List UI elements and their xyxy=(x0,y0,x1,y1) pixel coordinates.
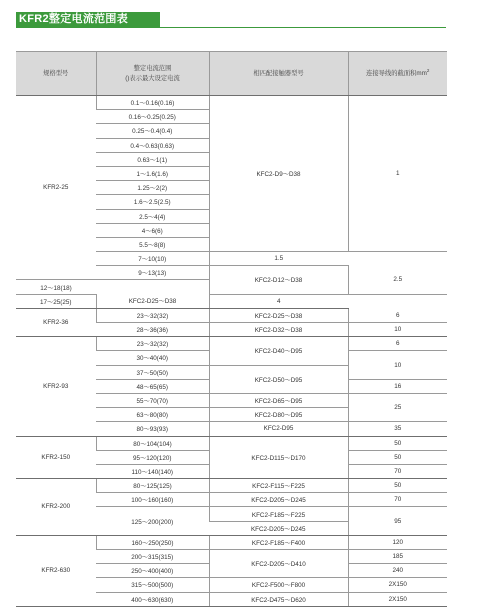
contactor-cell: KFC2-D50～D95 xyxy=(209,365,348,393)
wire-section-cell: 1.5 xyxy=(209,252,348,266)
current-range-cell: 1～1.6(1.6) xyxy=(96,166,209,180)
contactor-cell: KFC2-D25～D38 xyxy=(209,308,348,322)
title-underline xyxy=(16,27,446,28)
current-range-cell: 200～315(315) xyxy=(96,550,209,564)
current-range-cell: 28～36(36) xyxy=(96,323,209,337)
wire-section-cell: 50 xyxy=(348,450,447,464)
current-range-cell: 110～140(140) xyxy=(96,464,209,478)
current-range-cell: 7～10(10) xyxy=(96,252,209,266)
model-cell: KFR2-150 xyxy=(16,436,96,479)
wire-section-cell: 70 xyxy=(348,493,447,507)
wire-section-cell: 25 xyxy=(348,393,447,421)
wire-section-cell: 35 xyxy=(348,422,447,436)
wire-section-cell: 95 xyxy=(348,507,447,535)
current-range-cell: 5.5～8(8) xyxy=(96,237,209,251)
header-current-range-line1: 整定电流范围 xyxy=(133,64,172,72)
wire-section-cell: 16 xyxy=(348,379,447,393)
contactor-cell: KFC2-D115～D170 xyxy=(209,436,348,479)
wire-section-cell: 50 xyxy=(348,436,447,450)
current-range-cell: 0.25～0.4(0.4) xyxy=(96,124,209,138)
contactor-cell: KFC2-F115～F225 xyxy=(209,479,348,493)
current-range-cell: 4～6(6) xyxy=(96,223,209,237)
header-wire-sup: 2 xyxy=(426,67,430,73)
current-range-cell: 37～50(50) xyxy=(96,365,209,379)
table-row xyxy=(16,535,447,549)
contactor-cell: KFC2-F185～F400 xyxy=(209,535,348,549)
current-range-cell: 160～250(250) xyxy=(96,535,209,549)
contactor-cell: KFC2-D65～D95 xyxy=(209,393,348,407)
wire-section-cell: 240 xyxy=(348,564,447,578)
model-cell: KFR2-630 xyxy=(16,535,96,606)
page-title: KFR2整定电流范围表 xyxy=(16,12,160,27)
table-row xyxy=(16,337,447,351)
current-range-cell: 0.1～0.16(0.16) xyxy=(96,96,209,110)
wire-section-cell: 120 xyxy=(348,535,447,549)
contactor-cell: KFC2-D80～D95 xyxy=(209,408,348,422)
current-range-cell: 0.63～1(1) xyxy=(96,152,209,166)
wire-section-cell: 10 xyxy=(348,323,447,337)
table-body xyxy=(16,96,447,607)
current-range-cell: 12～18(18) xyxy=(16,280,96,294)
current-range-cell: 250～400(400) xyxy=(96,564,209,578)
wire-section-cell: 2X150 xyxy=(348,592,447,606)
header-current-range-line2: ()表示最大设定电流 xyxy=(125,74,180,82)
wire-section-cell: 70 xyxy=(348,464,447,478)
wire-section-cell: 10 xyxy=(348,351,447,379)
header-current-range xyxy=(96,52,209,96)
current-range-cell: 80～125(125) xyxy=(96,479,209,493)
current-range-cell: 55～70(70) xyxy=(96,393,209,407)
header-wire-text: 连接导线的截面积mm xyxy=(366,69,427,77)
current-range-cell: 125～200(200) xyxy=(96,507,209,535)
model-cell: KFR2-200 xyxy=(16,479,96,536)
model-cell: KFR2-36 xyxy=(16,308,96,336)
table-row xyxy=(16,294,447,308)
current-range-cell: 0.16～0.25(0.25) xyxy=(96,110,209,124)
contactor-cell: KFC2-D12～D38 xyxy=(209,266,348,294)
wire-section-cell: 4 xyxy=(209,294,348,308)
table-row xyxy=(16,436,447,450)
contactor-cell: KFC2-F185～F225 xyxy=(209,507,348,521)
contactor-cell: KFC2-D40～D95 xyxy=(209,337,348,365)
wire-section-cell: 2.5 xyxy=(348,266,447,294)
contactor-cell: KFC2-F500～F800 xyxy=(209,578,348,592)
table-row xyxy=(16,479,447,493)
wire-section-cell: 1 xyxy=(348,96,447,252)
table-row xyxy=(16,308,447,322)
current-range-cell: 1.6～2.5(2.5) xyxy=(96,195,209,209)
current-range-cell: 23～32(32) xyxy=(96,337,209,351)
contactor-cell: KFC2-D32～D38 xyxy=(209,323,348,337)
current-range-cell: 95～120(120) xyxy=(96,450,209,464)
current-range-cell: 80～93(93) xyxy=(96,422,209,436)
header-model: 规格型号 xyxy=(16,52,96,96)
contactor-cell: KFC2-D205～D245 xyxy=(209,493,348,507)
current-range-cell: 100～160(160) xyxy=(96,493,209,507)
wire-section-cell: 6 xyxy=(348,308,447,322)
contactor-cell: KFC2-D9～D38 xyxy=(209,96,348,252)
table-row xyxy=(16,96,447,110)
header-wire-section xyxy=(348,52,447,96)
wire-section-cell: 2X150 xyxy=(348,578,447,592)
model-cell: KFR2-25 xyxy=(16,96,96,280)
current-range-cell: 30～40(40) xyxy=(96,351,209,365)
table-header-row xyxy=(16,52,447,96)
current-range-cell: 17～25(25) xyxy=(16,294,96,308)
current-range-cell: 23～32(32) xyxy=(96,308,209,322)
header-contactor: 相匹配接触器型号 xyxy=(209,52,348,96)
wire-section-cell: 185 xyxy=(348,550,447,564)
current-range-cell: 315～500(500) xyxy=(96,578,209,592)
contactor-cell: KFC2-D205～D410 xyxy=(209,550,348,578)
current-range-cell: 80～104(104) xyxy=(96,436,209,450)
current-range-cell: 1.25～2(2) xyxy=(96,181,209,195)
current-range-cell: 400～630(630) xyxy=(96,592,209,606)
current-range-cell: 2.5～4(4) xyxy=(96,209,209,223)
current-range-cell: 0.4～0.63(0.63) xyxy=(96,138,209,152)
wire-section-cell: 6 xyxy=(348,337,447,351)
contactor-cell: KFC2-D25～D38 xyxy=(96,294,209,308)
wire-section-cell: 50 xyxy=(348,479,447,493)
model-cell: KFR2-93 xyxy=(16,337,96,436)
current-range-cell: 63～80(80) xyxy=(96,408,209,422)
contactor-cell: KFC2-D475～D620 xyxy=(209,592,348,606)
contactor-cell: KFC2-D95 xyxy=(209,422,348,436)
contactor-cell: KFC2-D205～D245 xyxy=(209,521,348,535)
current-range-cell: 9～13(13) xyxy=(96,266,209,280)
current-range-cell: 48～65(65) xyxy=(96,379,209,393)
current-range-table xyxy=(16,51,447,607)
